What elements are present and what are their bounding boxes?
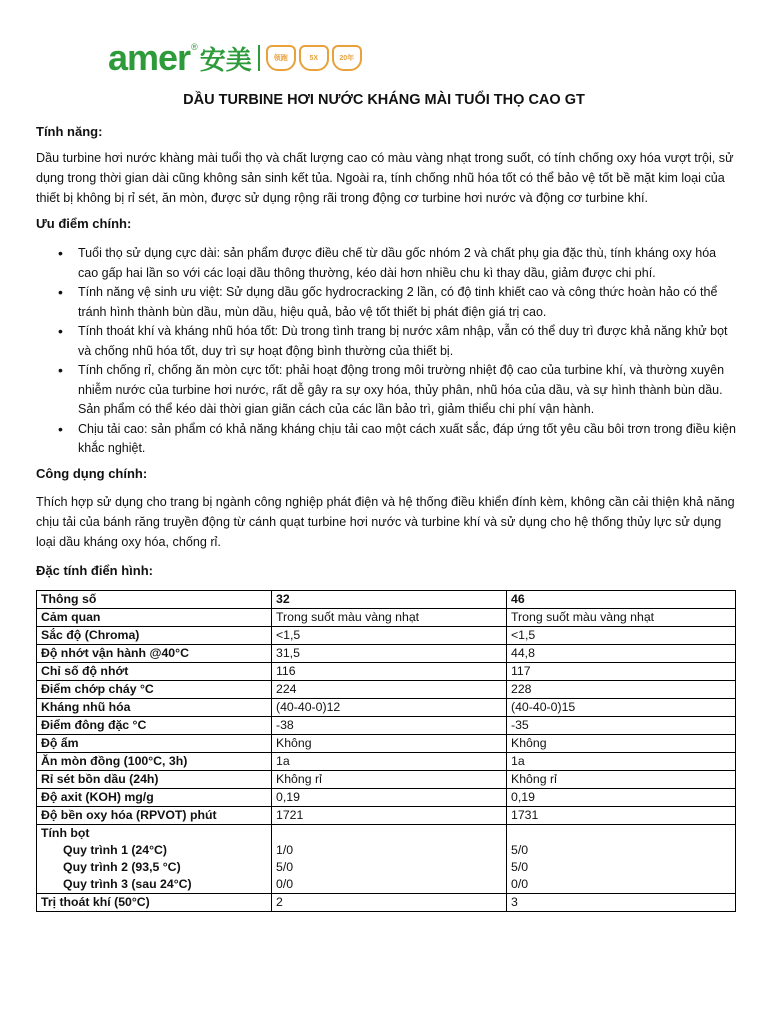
table-cell-value-32: (40-40-0)12 — [272, 699, 507, 717]
table-row — [37, 663, 736, 681]
table-cell-param: Rỉ sét bồn dầu (24h) — [37, 771, 272, 789]
table-cell-value-46: <1,5 — [507, 627, 736, 645]
foam-value: 0/0 — [276, 877, 294, 891]
table-cell-value-32: 224 — [272, 681, 507, 699]
table-cell-param: Điểm đông đặc °C — [37, 717, 272, 735]
table-row — [37, 609, 736, 627]
table-row — [37, 645, 736, 663]
table-header-cell: Thông số — [37, 591, 272, 609]
table-row-foam — [37, 825, 736, 894]
table-cell-param: Chỉ số độ nhớt — [37, 663, 272, 681]
table-cell-param: Cảm quan — [37, 609, 272, 627]
table-cell-param: Kháng nhũ hóa — [37, 699, 272, 717]
logo-divider — [258, 45, 260, 71]
uses-text: Thích hợp sử dụng cho trang bị ngành công nghiệp phát điện và hệ thống điều khiển đính kèm, không cần cải thiện khả năng chịu tải của bánh răng truyền động từ cánh quạt turbine hơi nước và turbine khí và sử dụng cho hệ thống thủy lực sử dụng loại dầu kháng oxy hóa, chống rỉ. — [36, 495, 735, 549]
foam-value: 1/0 — [276, 843, 294, 857]
table-cell-value-32: Trong suốt màu vàng nhạt — [272, 609, 507, 627]
foam-value: 5/0 — [511, 860, 529, 874]
table-row — [37, 894, 736, 912]
list-item: • Tuổi thọ sử dụng cực dài: sản phẩm được điều chế từ dầu gốc nhóm 2 và chất phụ gia đặc thù, tính kháng oxy hóa cao gấp hai lần so với các loại dầu thông thường, kéo dài hơn nhiều chu kì thay dầu, giảm được chi phí. — [36, 244, 736, 283]
table-cell-value-32: 116 — [272, 663, 507, 681]
foam-procedure: Quy trình 3 (sau 24°C) — [63, 877, 192, 891]
table-cell-param: Trị thoát khí (50°C) — [37, 894, 272, 912]
spec-table — [36, 590, 736, 912]
uses-heading: Công dụng chính: — [36, 466, 148, 481]
typical-heading: Đặc tính điển hình: — [36, 563, 153, 578]
table-cell-value-46: 117 — [507, 663, 736, 681]
table-cell-param: Sắc độ (Chroma) — [37, 627, 272, 645]
table-row — [37, 735, 736, 753]
table-cell-value-46 — [507, 825, 736, 894]
table-row — [37, 771, 736, 789]
badge-icon: 20年 — [332, 45, 362, 71]
logo-registered-mark: ® — [191, 42, 198, 52]
foam-value: 5/0 — [276, 860, 294, 874]
table-cell-value-32: <1,5 — [272, 627, 507, 645]
list-item: • Chịu tải cao: sản phẩm có khả năng kháng chịu tải cao một cách xuất sắc, đáp ứng tốt yêu cầu bôi trơn trong điều kiện khắc nghiệt. — [36, 420, 736, 459]
list-item: • Tính năng vệ sinh ưu việt: Sử dụng dầu gốc hydrocracking 2 lần, có độ tinh khiết cao và công thức hoàn hảo có thể tránh hình thành bùn dầu, mùn dầu, hiệu quả, bảo vệ tốt thiết bị phát điện giá trị cao. — [36, 283, 736, 322]
table-row — [37, 717, 736, 735]
spacer — [511, 825, 731, 842]
table-cell-value-32: Không rỉ — [272, 771, 507, 789]
table-cell-param: Điểm chớp cháy °C — [37, 681, 272, 699]
table-cell-param: Độ nhớt vận hành @40°C — [37, 645, 272, 663]
document-title: DẦU TURBINE HƠI NƯỚC KHÁNG MÀI TUỔI THỌ CAO GT — [183, 92, 585, 108]
list-item: • Tính chống rỉ, chống ăn mòn cực tốt: phải hoạt động trong môi trường nhiệt độ cao của turbine khí, và thường xuyên nhiễm nước của turbine hơi nước, rất dễ gây ra sự oxy hóa, thủy phân, nhũ hóa của dầu, và sự hình thành bùn dầu. Sản phẩm có thể kéo dài thời gian giãn cách của các lần bảo trì, giảm thiểu chi phí vận hành. — [36, 361, 736, 420]
table-cell-value-32: Không — [272, 735, 507, 753]
table-cell-value-32: 0,19 — [272, 789, 507, 807]
advantages-heading: Ưu điểm chính: — [36, 216, 132, 231]
table-cell-value-46: Không — [507, 735, 736, 753]
foam-label: Tính bọt — [41, 826, 90, 840]
table-header-cell: 32 — [272, 591, 507, 609]
table-row — [37, 699, 736, 717]
badge-icon: 5X — [299, 45, 329, 71]
table-header-row — [37, 591, 736, 609]
table-cell-value-46: (40-40-0)15 — [507, 699, 736, 717]
table-row — [37, 789, 736, 807]
foam-procedure: Quy trình 1 (24°C) — [63, 843, 167, 857]
table-row — [37, 627, 736, 645]
table-cell-value-32: 31,5 — [272, 645, 507, 663]
list-item: • Tính thoát khí và kháng nhũ hóa tốt: Dù trong tình trang bị nước xâm nhập, vẫn có thể duy trì được khả năng khử bọt và chống nhũ hóa tốt, duy trì sự hoạt động bình thường của thiết bị. — [36, 322, 736, 361]
logo-brand: amer — [108, 37, 191, 78]
table-cell-value-46: Trong suốt màu vàng nhạt — [507, 609, 736, 627]
table-row — [37, 681, 736, 699]
table-cell-value-32: -38 — [272, 717, 507, 735]
table-cell-param: Ăn mòn đồng (100°C, 3h) — [37, 753, 272, 771]
logo-chinese-name: 安美 — [199, 45, 252, 76]
table-row — [37, 807, 736, 825]
table-cell-value-46: 44,8 — [507, 645, 736, 663]
table-cell-value-32 — [272, 825, 507, 894]
table-cell-value-46: 1a — [507, 753, 736, 771]
table-cell-value-32: 1721 — [272, 807, 507, 825]
foam-value: 0/0 — [511, 877, 529, 891]
table-header-cell: 46 — [507, 591, 736, 609]
table-cell-value-46: -35 — [507, 717, 736, 735]
table-cell-value-46: Không rỉ — [507, 771, 736, 789]
logo-badges — [266, 45, 362, 71]
table-cell-param: Độ ẩm — [37, 735, 272, 753]
table-cell-param — [37, 825, 272, 894]
features-heading: Tính năng: — [36, 124, 103, 139]
table-row — [37, 753, 736, 771]
foam-procedure: Quy trình 2 (93,5 °C) — [63, 860, 181, 874]
table-cell-value-46: 0,19 — [507, 789, 736, 807]
table-cell-value-46: 3 — [507, 894, 736, 912]
table-cell-value-46: 228 — [507, 681, 736, 699]
spacer — [276, 825, 502, 842]
table-cell-value-32: 1a — [272, 753, 507, 771]
features-text: Dầu turbine hơi nước khàng mài tuổi thọ và chất lượng cao có màu vàng nhạt trong suốt, có tính chống oxy hóa vượt trội, sử dụng trong thời gian dài cũng không sản sinh kết tủa. Ngoài ra, tính chống nhũ hóa tốt có thể bảo vệ tốt bề mặt kim loại của thiết bị không bị rỉ sét, ăn mòn, được sử dụng rộng rãi trong động cơ turbine hơi nước và động cơ turbine khí. — [36, 151, 734, 205]
advantages-list — [36, 244, 736, 459]
amer-logo — [108, 38, 362, 78]
table-cell-param: Độ bền oxy hóa (RPVOT) phút — [37, 807, 272, 825]
badge-icon: 领跑 — [266, 45, 296, 71]
table-cell-value-46: 1731 — [507, 807, 736, 825]
table-cell-value-32: 2 — [272, 894, 507, 912]
foam-value: 5/0 — [511, 843, 529, 857]
table-cell-param: Độ axit (KOH) mg/g — [37, 789, 272, 807]
